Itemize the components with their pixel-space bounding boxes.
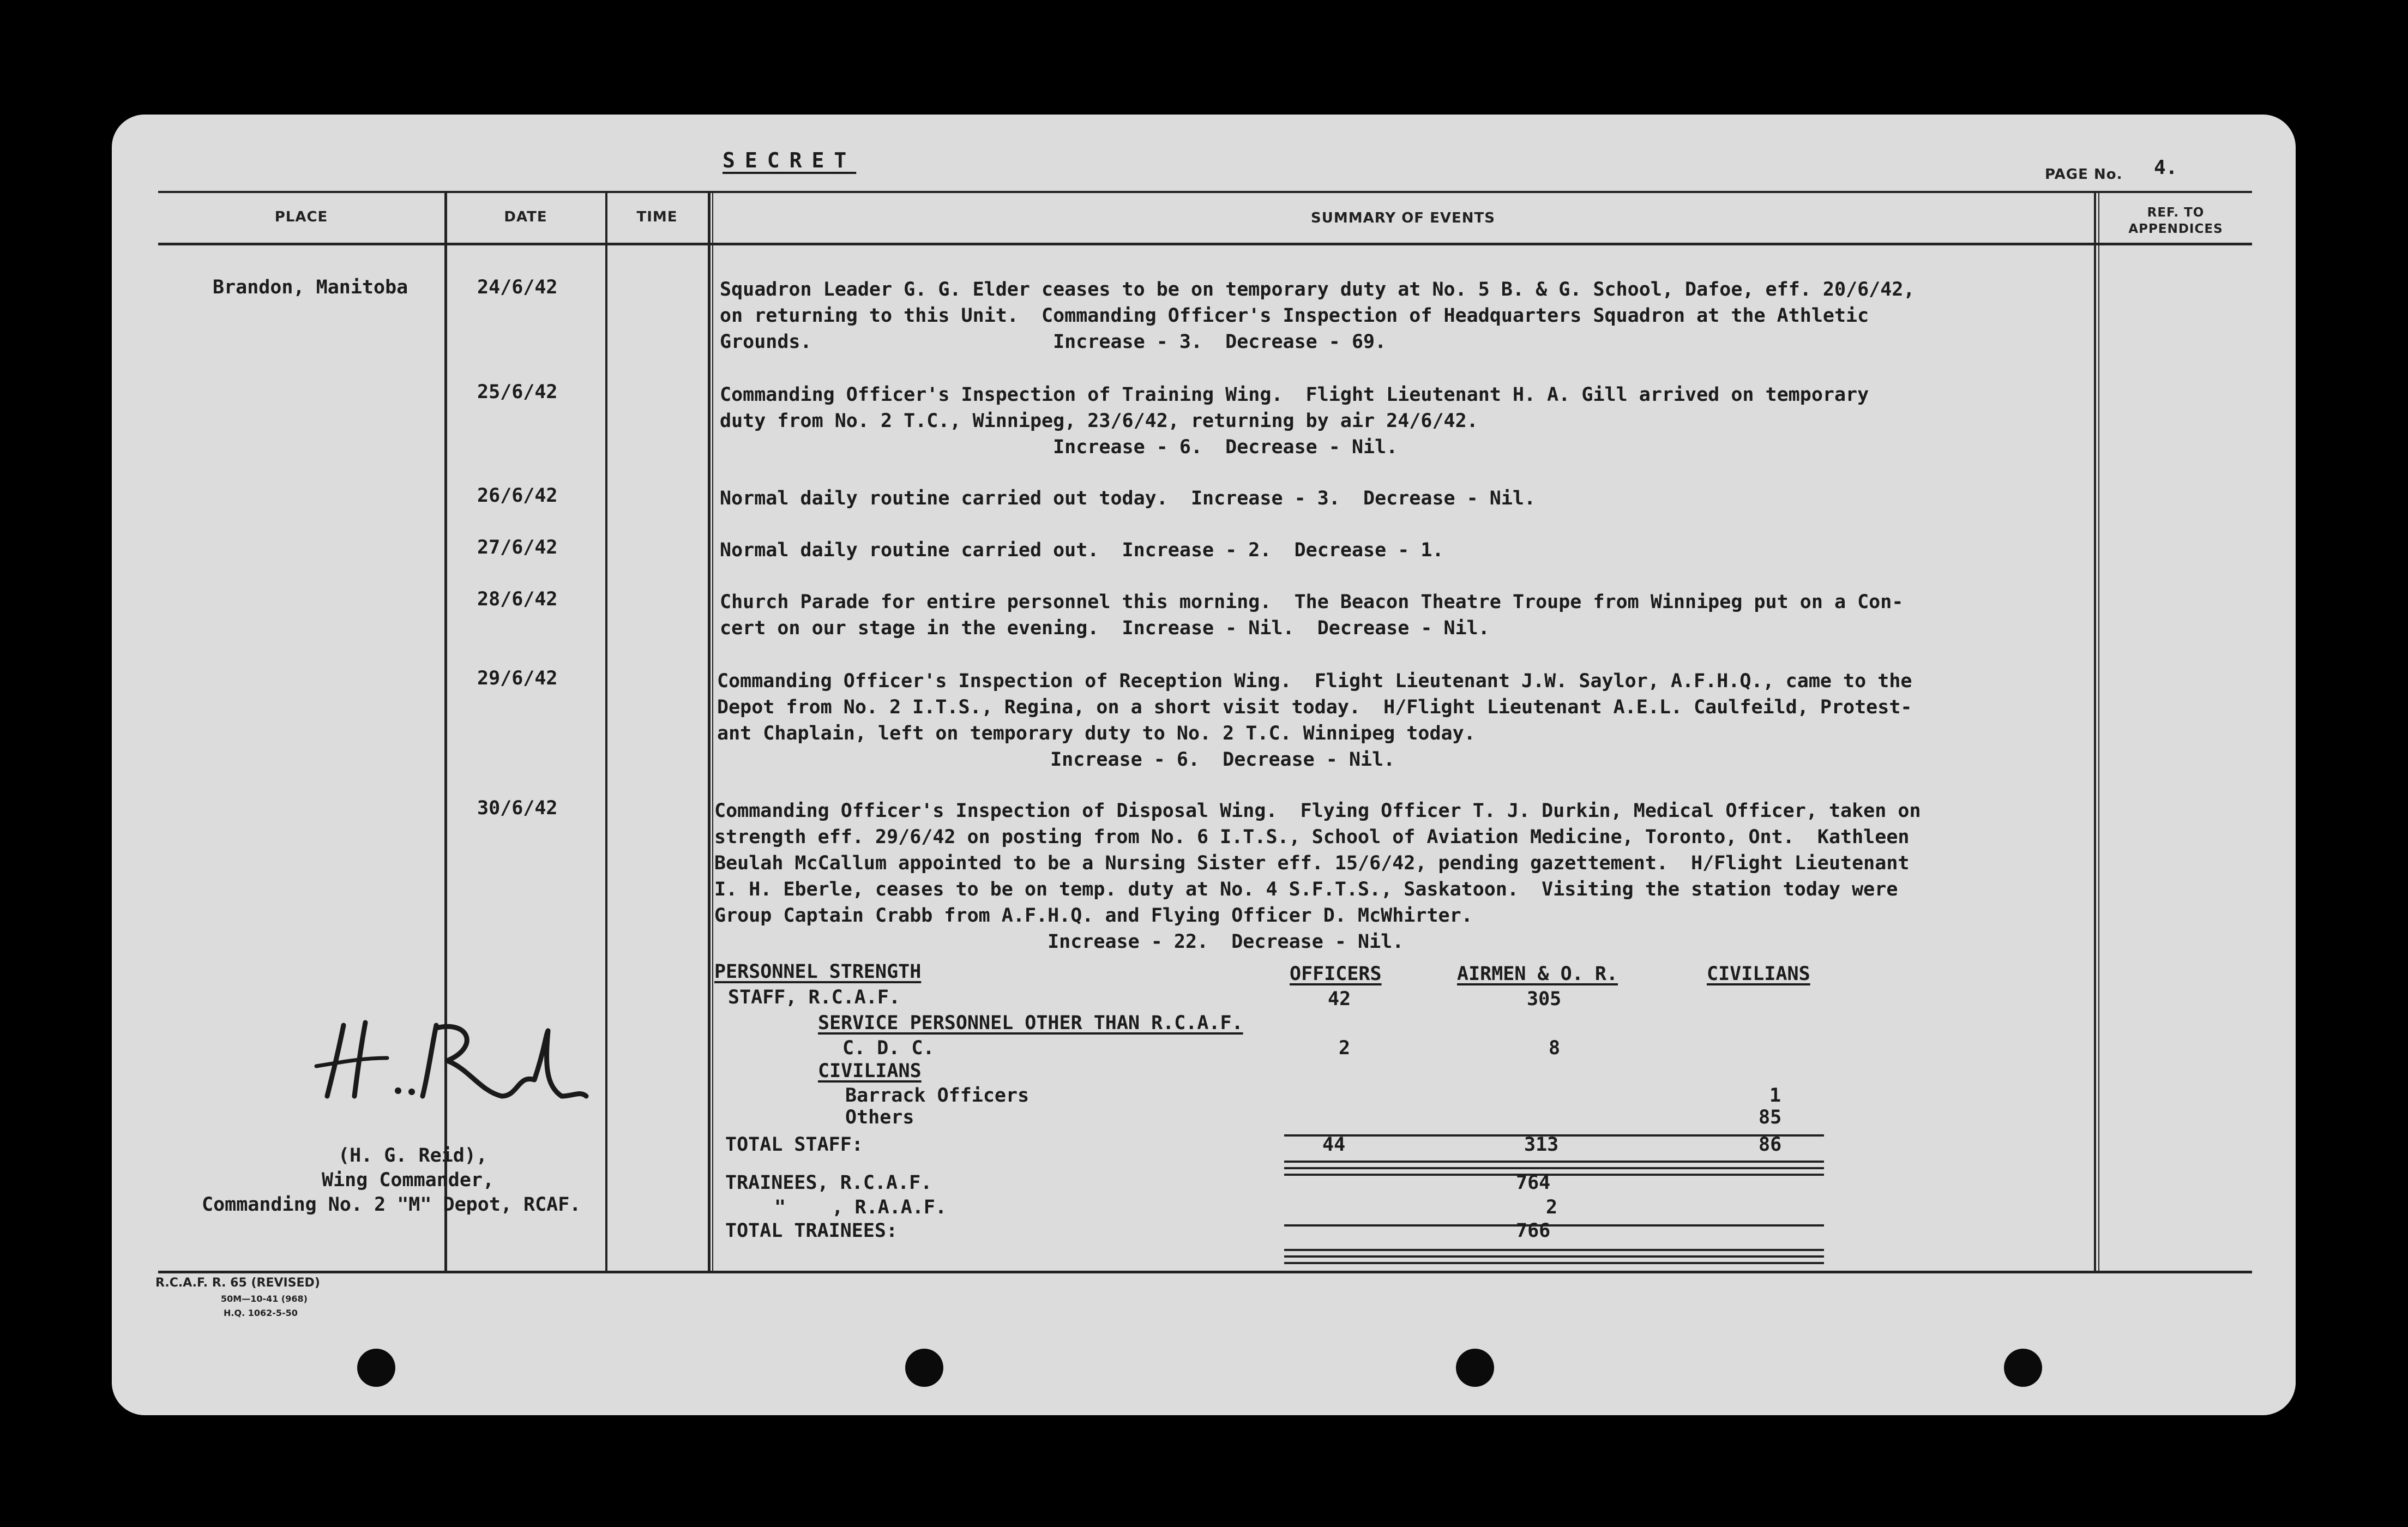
entry-date: 29/6/42 xyxy=(477,668,558,689)
total-trainees-rule-1 xyxy=(1284,1249,1824,1251)
total-staff-civilians: 86 xyxy=(1759,1134,1782,1156)
form-id-line-3: H.Q. 1062-5-50 xyxy=(224,1308,298,1318)
summary-line: Normal daily routine carried out. Increase - 2. Decrease - 1. xyxy=(720,539,1444,561)
form-id-line-1: R.C.A.F. R. 65 (REVISED) xyxy=(155,1276,320,1290)
total-trainees-label: TOTAL TRAINEES: xyxy=(725,1220,898,1242)
summary-line: ant Chaplain, left on temporary duty to No. 2 T.C. Winnipeg today. xyxy=(717,723,1476,744)
col-header-time: TIME xyxy=(636,209,678,225)
col-header-ref-1: REF. TO xyxy=(2147,206,2205,220)
total-staff-rule-2 xyxy=(1284,1167,1824,1169)
total-trainees-airmen: 766 xyxy=(1516,1220,1551,1242)
col-officers: OFFICERS xyxy=(1290,963,1382,985)
form-id-line-2: 50M—10-41 (968) xyxy=(221,1294,308,1304)
header-bottom-rule xyxy=(158,243,2252,245)
total-trainees-top-rule xyxy=(1284,1224,1824,1227)
entry-date: 27/6/42 xyxy=(477,537,558,558)
entry-date: 25/6/42 xyxy=(477,381,558,403)
total-trainees-rule-2 xyxy=(1284,1255,1824,1258)
total-staff-rule-1 xyxy=(1284,1161,1824,1163)
trainees-raaf-airmen: 2 xyxy=(1546,1197,1558,1218)
summary-line: Beulah McCallum appointed to be a Nursing Sister eff. 15/6/42, pending gazettement. H/Flight Lieutenant xyxy=(714,852,1910,874)
cdc-officers: 2 xyxy=(1339,1037,1351,1059)
summary-line: Group Captain Crabb from A.F.H.Q. and Flying Officer D. McWhirter. xyxy=(714,905,1473,927)
total-staff-label: TOTAL STAFF: xyxy=(725,1134,863,1156)
personnel-title: PERSONNEL STRENGTH xyxy=(714,961,922,983)
page-number: 4. xyxy=(2154,157,2178,179)
col-airmen: AIRMEN & O. R. xyxy=(1457,963,1618,985)
trainees-rcaf-airmen: 764 xyxy=(1516,1172,1551,1194)
barrack-civilians: 1 xyxy=(1769,1085,1781,1107)
trainees-raaf-label: " , R.A.A.F. xyxy=(774,1197,947,1218)
col-divider-time-2 xyxy=(712,191,713,1271)
col-divider-summary xyxy=(2094,191,2096,1271)
col-header-place: PLACE xyxy=(274,209,328,225)
summary-line: Church Parade for entire personnel this morning. The Beacon Theatre Troupe from Winnipeg put on a Con- xyxy=(720,591,1904,613)
signature-rank: Wing Commander, xyxy=(322,1169,495,1191)
punch-hole xyxy=(1456,1349,1494,1387)
classification-stamp: SECRET xyxy=(723,148,857,172)
total-staff-rule-3 xyxy=(1284,1174,1824,1176)
summary-line: Increase - 6. Decrease - Nil. xyxy=(720,436,1398,458)
others-civilians: 85 xyxy=(1759,1107,1782,1128)
col-divider-summary-2 xyxy=(2098,191,2099,1271)
col-header-summary: SUMMARY OF EVENTS xyxy=(1311,210,1495,226)
summary-line: Increase - 22. Decrease - Nil. xyxy=(714,931,1404,953)
punch-hole xyxy=(357,1349,395,1387)
place-text: Brandon, Manitoba xyxy=(213,276,408,298)
punch-hole xyxy=(905,1349,943,1387)
cdc-airmen: 8 xyxy=(1549,1037,1561,1059)
footer-rule xyxy=(158,1271,2252,1273)
summary-line: cert on our stage in the evening. Increase - Nil. Decrease - Nil. xyxy=(720,617,1490,639)
summary-line: I. H. Eberle, ceases to be on temp. duty at No. 4 S.F.T.S., Saskatoon. Visiting the station today were xyxy=(714,879,1898,900)
staff-airmen: 305 xyxy=(1527,988,1562,1010)
trainees-rcaf-label: TRAINEES, R.C.A.F. xyxy=(725,1172,932,1194)
summary-line: Commanding Officer's Inspection of Training Wing. Flight Lieutenant H. A. Gill arrived on temporary xyxy=(720,384,1869,406)
total-staff-airmen: 313 xyxy=(1524,1134,1559,1156)
others-label: Others xyxy=(845,1107,914,1128)
total-staff-officers: 44 xyxy=(1322,1134,1346,1156)
col-header-ref-2: APPENDICES xyxy=(2128,222,2223,236)
summary-line: Commanding Officer's Inspection of Disposal Wing. Flying Officer T. J. Durkin, Medical Officer, taken on xyxy=(714,800,1921,822)
entry-date: 30/6/42 xyxy=(477,797,558,819)
entry-date: 24/6/42 xyxy=(477,276,558,298)
entry-date: 28/6/42 xyxy=(477,588,558,610)
signature-name: (H. G. Reid), xyxy=(338,1145,487,1167)
summary-line: duty from No. 2 T.C., Winnipeg, 23/6/42, returning by air 24/6/42. xyxy=(720,410,1478,432)
summary-line: Squadron Leader G. G. Elder ceases to be on temporary duty at No. 5 B. & G. School, Dafoe, eff. 20/6/42, xyxy=(720,279,1915,300)
summary-line: Increase - 6. Decrease - Nil. xyxy=(717,749,1395,771)
staff-label: STAFF, R.C.A.F. xyxy=(728,987,901,1008)
total-trainees-rule-3 xyxy=(1284,1262,1824,1264)
summary-line: Commanding Officer's Inspection of Reception Wing. Flight Lieutenant J.W. Saylor, A.F.H.Q., came to the xyxy=(717,670,1912,692)
col-civilians: CIVILIANS xyxy=(1707,963,1810,985)
civilians-label: CIVILIANS xyxy=(818,1060,922,1082)
handwritten-signature xyxy=(305,1014,589,1113)
barrack-label: Barrack Officers xyxy=(845,1085,1030,1107)
col-divider-date xyxy=(605,191,607,1271)
summary-line: Depot from No. 2 I.T.S., Regina, on a short visit today. H/Flight Lieutenant A.E.L. Caulfeild, Protest- xyxy=(717,696,1912,718)
col-divider-time xyxy=(708,191,711,1271)
signature-command: Commanding No. 2 "M" Depot, RCAF. xyxy=(202,1194,581,1216)
summary-line: on returning to this Unit. Commanding Officer's Inspection of Headquarters Squadron at the Athletic xyxy=(720,305,1869,327)
summary-line: Grounds. Increase - 3. Decrease - 69. xyxy=(720,331,1387,353)
summary-line: Normal daily routine carried out today. Increase - 3. Decrease - Nil. xyxy=(720,488,1536,509)
service-label: SERVICE PERSONNEL OTHER THAN R.C.A.F. xyxy=(818,1012,1243,1034)
cdc-label: C. D. C. xyxy=(842,1037,935,1059)
page-label: PAGE No. xyxy=(2045,166,2123,183)
col-header-date: DATE xyxy=(504,209,547,225)
header-top-rule xyxy=(158,191,2252,193)
staff-officers: 42 xyxy=(1328,988,1351,1010)
entry-date: 26/6/42 xyxy=(477,485,558,507)
punch-hole xyxy=(2004,1349,2042,1387)
summary-line: strength eff. 29/6/42 on posting from No. 6 I.T.S., School of Aviation Medicine, Toronto, Ont. Kathleen xyxy=(714,826,1910,848)
